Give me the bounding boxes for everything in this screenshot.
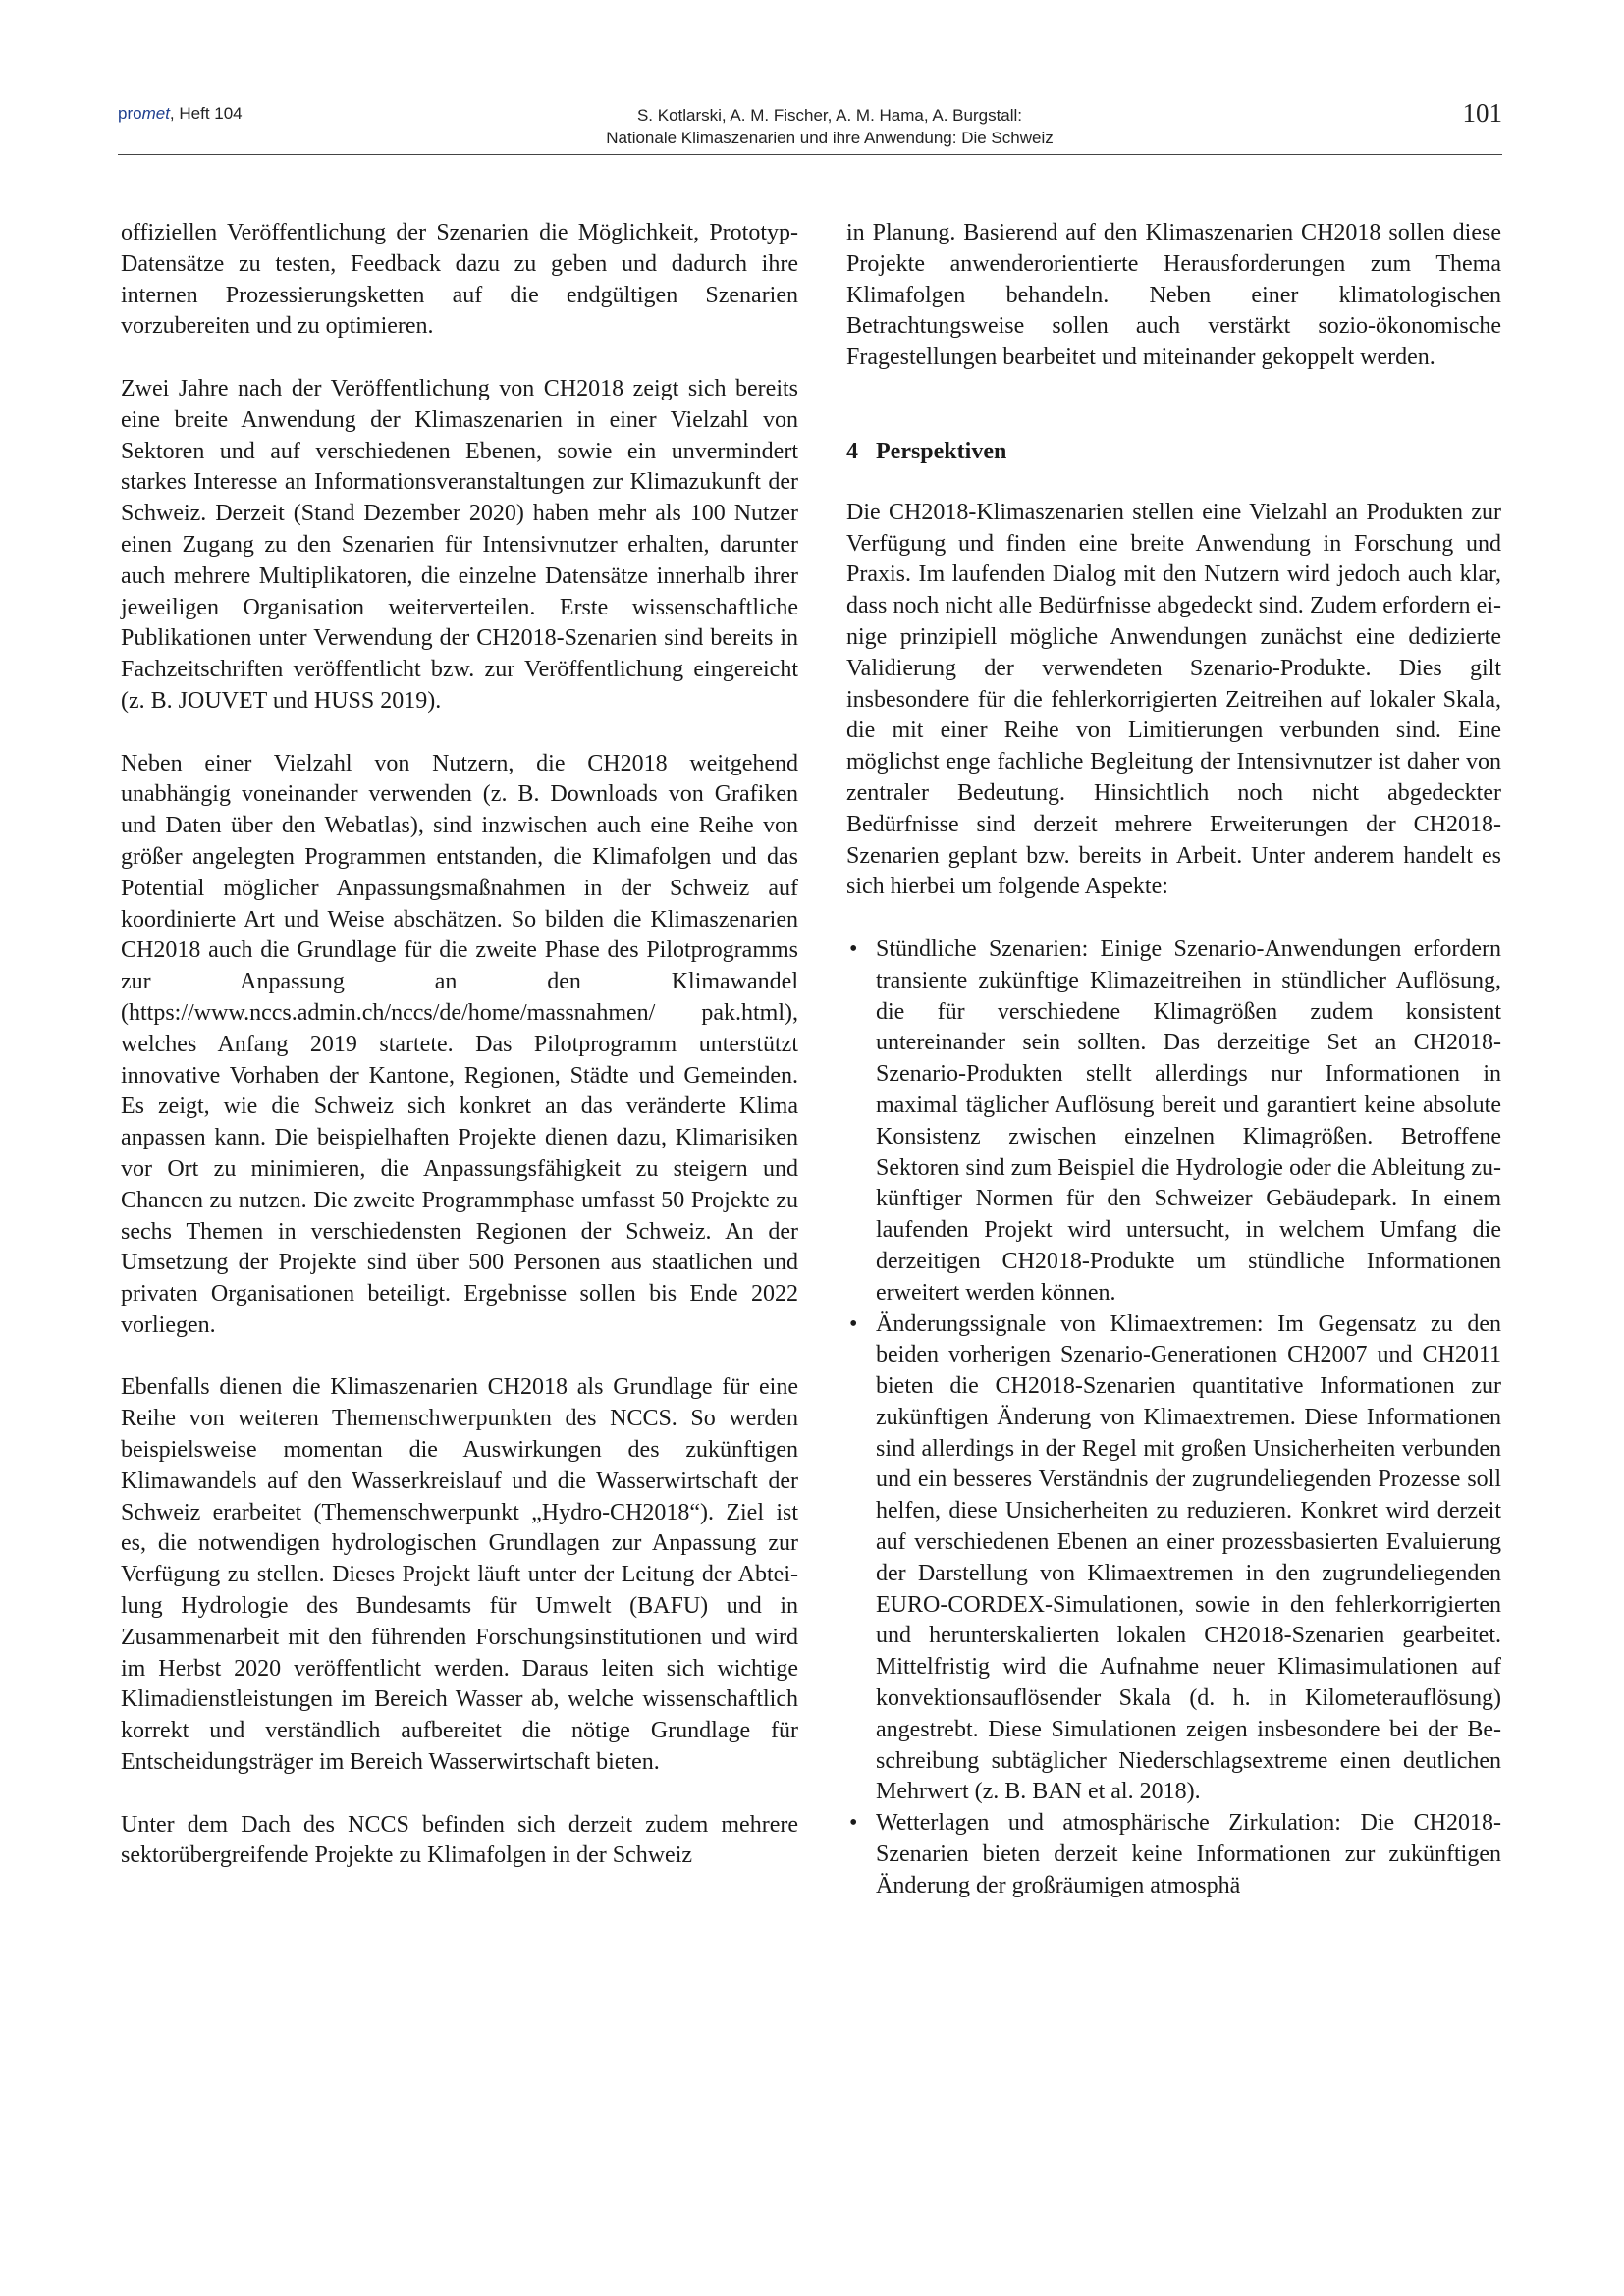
bullet-icon: •	[849, 935, 858, 962]
paragraph: Die CH2018-Klimaszenarien stellen eine Vielzahl an Produkten zur Verfügung und finden eine breite Anwendung in Forschung und Praxis. Im laufenden Dialog mit den Nutzern wird jedoch auch klar, dass noch nicht alle Bedürfnisse abgedeckt sind. Zudem erfordern einige prinzipiell mögliche Anwendungen zunächst eine dedizierte Validierung der verwendeten Szenario-Produkte. Dies gilt insbesondere für die fehlerkorrigierten Zeitreihen auf lokaler Skala, die mit einer Reihe von Limitierungen verbunden sind. Eine möglichst enge fachliche Begleitung der Intensivnutzer ist daher von zentraler Bedeutung. Hinsichtlich noch nicht abgedeckter Bedürfnisse sind derzeit mehrere Erweiterungen der CH2018-Szenarien geplant bzw. bereits in Arbeit. Unter anderem handelt es sich hierbei um folgende Aspekte:	[846, 499, 1501, 900]
right-column	[846, 218, 1501, 1902]
header-authors: S. Kotlarski, A. M. Fischer, A. M. Hama, A. Burgstall:	[636, 106, 1023, 125]
paragraph: Neben einer Vielzahl von Nutzern, die CH2018 weitgehend unabhängig voneinander verwenden (z. B. Downloads von Grafiken und Daten über den Webatlas), sind inzwischen auch eine Reihe von größer angelegten Programmen entstanden, die Klimafolgen und das Potential möglicher Anpassungsmaßnahmen in der Schweiz auf koordinierte Art und Weise abschätzen. So bilden die Klimaszenarien CH2018 auch die Grundlage für die zweite Phase des Pilotprogramms zur Anpassung an den Klimawandel (https://www.nccs.admin.ch/nccs/de/home/massnahmen/ pak.html), welches Anfang 2019 startete. Das Pilotprogramm unterstützt innovative Vorhaben der Kantone, Regionen, Städte und Gemeinden. Es zeigt, wie die Schweiz sich konkret an das veränderte Klima anpassen kann. Die beispielhaften Projekte dienen dazu, Klimarisiken vor Ort zu minimieren, die Anpassungsfähigkeit zu steigern und Chancen zu nutzen. Die zweite Programmphase umfasst 50 Projekte zu sechs Themen in verschiedensten Regionen der Schweiz. An der Umsetzung der Projekte sind über 500 Personen aus staatlichen und privaten Organisationen beteiligt. Ergebnisse sollen bis Ende 2022 vorliegen.	[121, 750, 798, 1338]
list-item	[846, 1309, 1501, 1809]
list-item-text: Änderungssignale von Klimaextremen: Im Gegensatz zu den beiden vorherigen Szenario-Generationen CH2007 und CH2011 bieten die CH2018-Szenarien quantitative Informationen zur zukünftigen Änderung von Klimaextremen. Diese Informationen sind allerdings in der Regel mit großen Unsicherheiten verbunden und ein besseres Verständnis der zugrundeliegenden Prozesse soll helfen, diese Unsicherheiten zu reduzieren. Konkret wird derzeit auf verschiedenen Ebenen an einer prozessbasierten Evaluierung der Darstellung von Klimaextremen in den zugrundeliegenden EURO-CORDEX-Simulationen, sowie in den fehlerkorrigierten und herunterskalierten lokalen CH2018-Szenarien gearbeitet. Mittelfristig wird die Aufnahme neuer Klimasimulationen auf konvektionsauflösender Skala (d. h. in Kilometerauflösung) angestrebt. Diese Simulationen zeigen insbesondere bei der Beschreibung subtäglicher Niederschlagsextreme einen deutlichen Mehrwert (z. B. BAN et al. 2018).	[876, 1310, 1501, 1805]
list-item	[846, 1808, 1501, 1901]
page-header	[118, 98, 1502, 159]
paragraph: Zwei Jahre nach der Veröffentlichung von CH2018 zeigt sich bereits eine breite Anwendung der Klimaszenarien in einer Vielzahl von Sektoren und auf verschiedenen Ebenen, sowie ein unvermindert starkes Interesse an Informationsveranstaltungen zur Klimazukunft der Schweiz. Derzeit (Stand Dezember 2020) haben mehr als 100 Nutzer einen Zugang zu den Szenarien für Intensivnutzer erhalten, darunter auch mehrere Multiplikatoren, die einzelne Datensätze innerhalb ihrer jeweiligen Organisation weiterverteilen. Erste wissenschaftliche Publikationen unter Verwendung der CH2018-Szenarien sind bereits in Fachzeitschriften veröffentlicht bzw. zur Veröffentlichung eingereicht (z. B. JOUVET und HUSS 2019).	[121, 375, 798, 714]
list-item-text: Wetterlagen und atmosphärische Zirkulation: Die CH2018-Szenarien bieten derzeit keine Informationen zur zukünftigen Änderung der großräumigen atmosphä	[876, 1810, 1501, 1898]
issue-label: , Heft 104	[169, 104, 243, 123]
left-column	[121, 218, 798, 1903]
running-title	[457, 104, 1203, 149]
list-item	[846, 934, 1501, 1309]
journal-issue	[118, 104, 243, 124]
paragraph: in Planung. Basierend auf den Klimaszenarien CH2018 sollen diese Projekte anwenderorientierte Herausforderungen zum Thema Klimafolgen behandeln. Neben einer klimatologischen Betrachtungsweise sollen auch verstärkt sozio-ökonomische Fragestellungen bearbeitet und miteinander gekoppelt werden.	[846, 220, 1501, 371]
section-title: Perspektiven	[876, 438, 1007, 464]
header-article-title: Nationale Klimaszenarien und ihre Anwendung: Die Schweiz	[606, 129, 1054, 147]
bullet-list	[846, 934, 1501, 1902]
section-heading	[846, 437, 1501, 468]
section-number: 4	[846, 438, 858, 464]
paragraph: Ebenfalls dienen die Klimaszenarien CH2018 als Grundlage für eine Reihe von weiteren Themenschwerpunkten des NCCS. So werden beispielsweise momentan die Auswirkungen des zukünftigen Klimawandels auf den Wasserkreislauf und die Wasserwirtschaft der Schweiz erarbeitet (Themenschwerpunkt „Hydro-CH2018“). Ziel ist es, die notwendigen hydrologischen Grundlagen zur Anpassung zur Verfügung zu stellen. Dieses Projekt läuft unter der Leitung der Abteilung Hydrologie des Bundesamts für Umwelt (BAFU) und in Zusammenarbeit mit den führenden Forschungsinstitutionen und wird im Herbst 2020 veröffentlicht werden. Daraus leiten sich wichtige Klimadienstleistungen im Bereich Wasser ab, welche wissenschaftlich korrekt und verständlich aufbereitet die nötige Grundlage für Entscheidungsträger im Bereich Wasserwirtschaft bieten.	[121, 1374, 798, 1776]
paragraph: offiziellen Veröffentlichung der Szenarien die Möglichkeit, Prototyp-Datensätze zu testen, Feedback dazu zu geben und dadurch ihre internen Prozessierungsketten auf die endgültigen Szenarien vorzubereiten und zu optimieren.	[121, 220, 798, 340]
page-number: 101	[1462, 98, 1502, 128]
bullet-icon: •	[849, 1310, 858, 1337]
list-item-text: Stündliche Szenarien: Einige Szenario-Anwendungen erfordern transiente zukünftige Klimazeitreihen in stündlicher Auflösung, die für verschiedene Klimagrößen zudem konsistent untereinander sein sollten. Das derzeitige Set an CH2018-Szenario-Produkten stellt allerdings nur Informationen in maximal täglicher Auflösung bereit und garantiert keine absolute Konsistenz zwischen einzelnen Klimagrößen. Betroffene Sektoren sind zum Beispiel die Hydrologie oder die Ableitung zukünftiger Normen für den Schweizer Gebäudepark. In einem laufenden Projekt wird untersucht, in welchem Umfang die derzeitigen CH2018-Produkte um stündliche Informationen erweitert werden können.	[876, 935, 1501, 1306]
bullet-icon: •	[849, 1810, 858, 1837]
paragraph: Unter dem Dach des NCCS befinden sich derzeit zudem mehrere sektorübergreifende Projekte zu Klimafolgen in der Schweiz	[121, 1811, 798, 1869]
journal-name-met: met	[141, 104, 170, 123]
journal-name-pro: pro	[118, 104, 142, 123]
header-divider	[118, 154, 1502, 155]
